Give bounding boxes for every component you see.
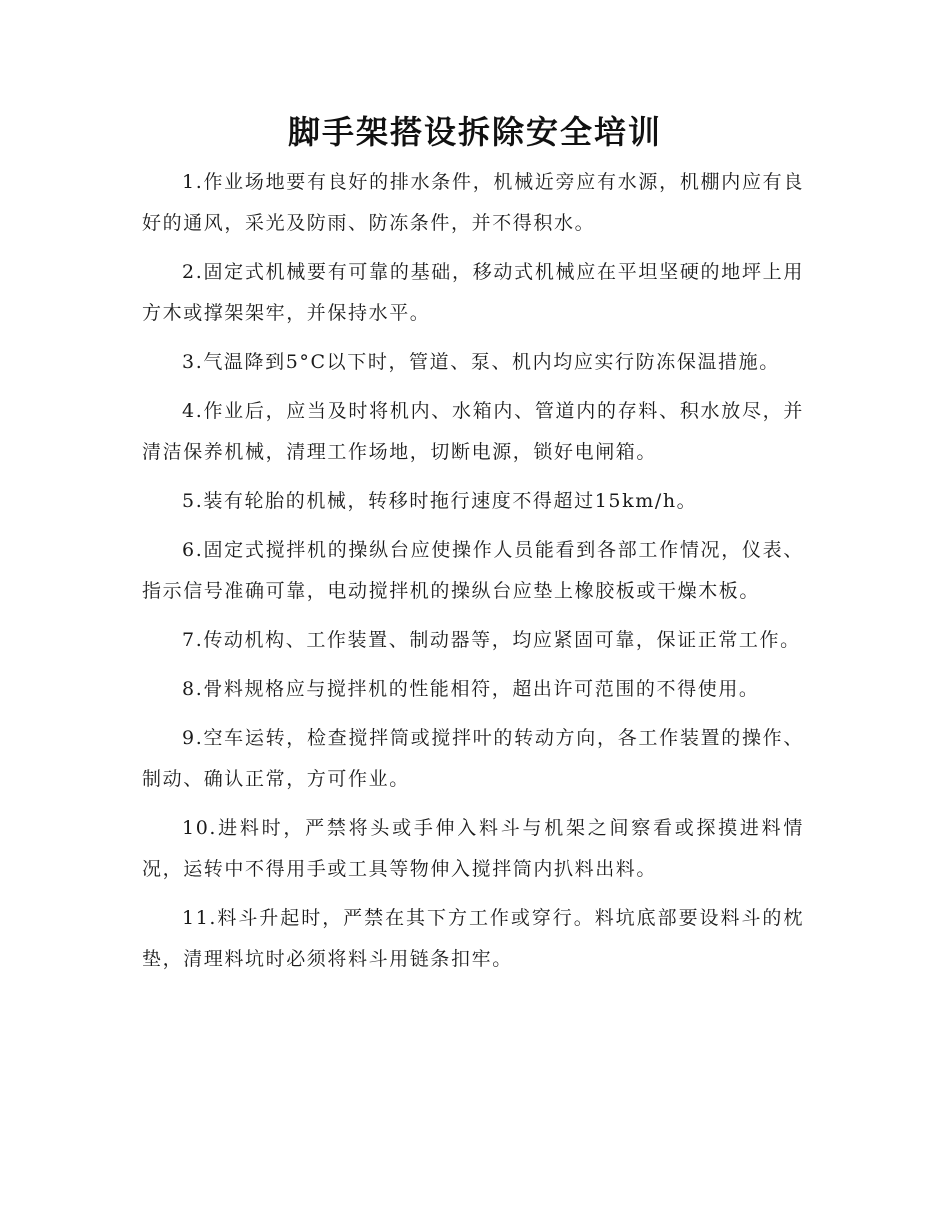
document-body <box>142 162 804 988</box>
paragraph-2: 2.固定式机械要有可靠的基础，移动式机械应在平坦坚硬的地坪上用方木或撑架架牢，并保持水平。 <box>142 261 804 324</box>
paragraph-6: 6.固定式搅拌机的操纵台应使操作人员能看到各部工作情况，仪表、指示信号准确可靠，电动搅拌机的操纵台应垫上橡胶板或干燥木板。 <box>142 539 804 602</box>
paragraph-7: 7.传动机构、工作装置、制动器等，均应紧固可靠，保证正常工作。 <box>182 629 801 651</box>
paragraph-1: 1.作业场地要有良好的排水条件，机械近旁应有水源，机棚内应有良好的通风，采光及防雨、防冻条件，并不得积水。 <box>142 171 804 234</box>
document-title: 脚手架搭设拆除安全培训 <box>287 113 662 151</box>
paragraph-8: 8.骨料规格应与搅拌机的性能相符，超出许可范围的不得使用。 <box>182 678 760 700</box>
paragraph-3: 3.气温降到5°C以下时，管道、泵、机内均应实行防冻保温措施。 <box>182 351 780 373</box>
paragraph-4: 4.作业后，应当及时将机内、水箱内、管道内的存料、积水放尽，并清洁保养机械，清理工作场地，切断电源，锁好电闸箱。 <box>142 400 804 463</box>
paragraph-10: 10.进料时，严禁将头或手伸入料斗与机架之间察看或探摸进料情况，运转中不得用手或工具等物伸入搅拌筒内扒料出料。 <box>142 817 804 880</box>
paragraph-11: 11.料斗升起时，严禁在其下方工作或穿行。料坑底部要设料斗的枕垫，清理料坑时必须将料斗用链条扣牢。 <box>142 907 804 970</box>
paragraph-9: 9.空车运转，检查搅拌筒或搅拌叶的转动方向，各工作装置的操作、制动、确认正常，方可作业。 <box>142 727 804 790</box>
paragraph-5: 5.装有轮胎的机械，转移时拖行速度不得超过15km/h。 <box>182 490 698 512</box>
